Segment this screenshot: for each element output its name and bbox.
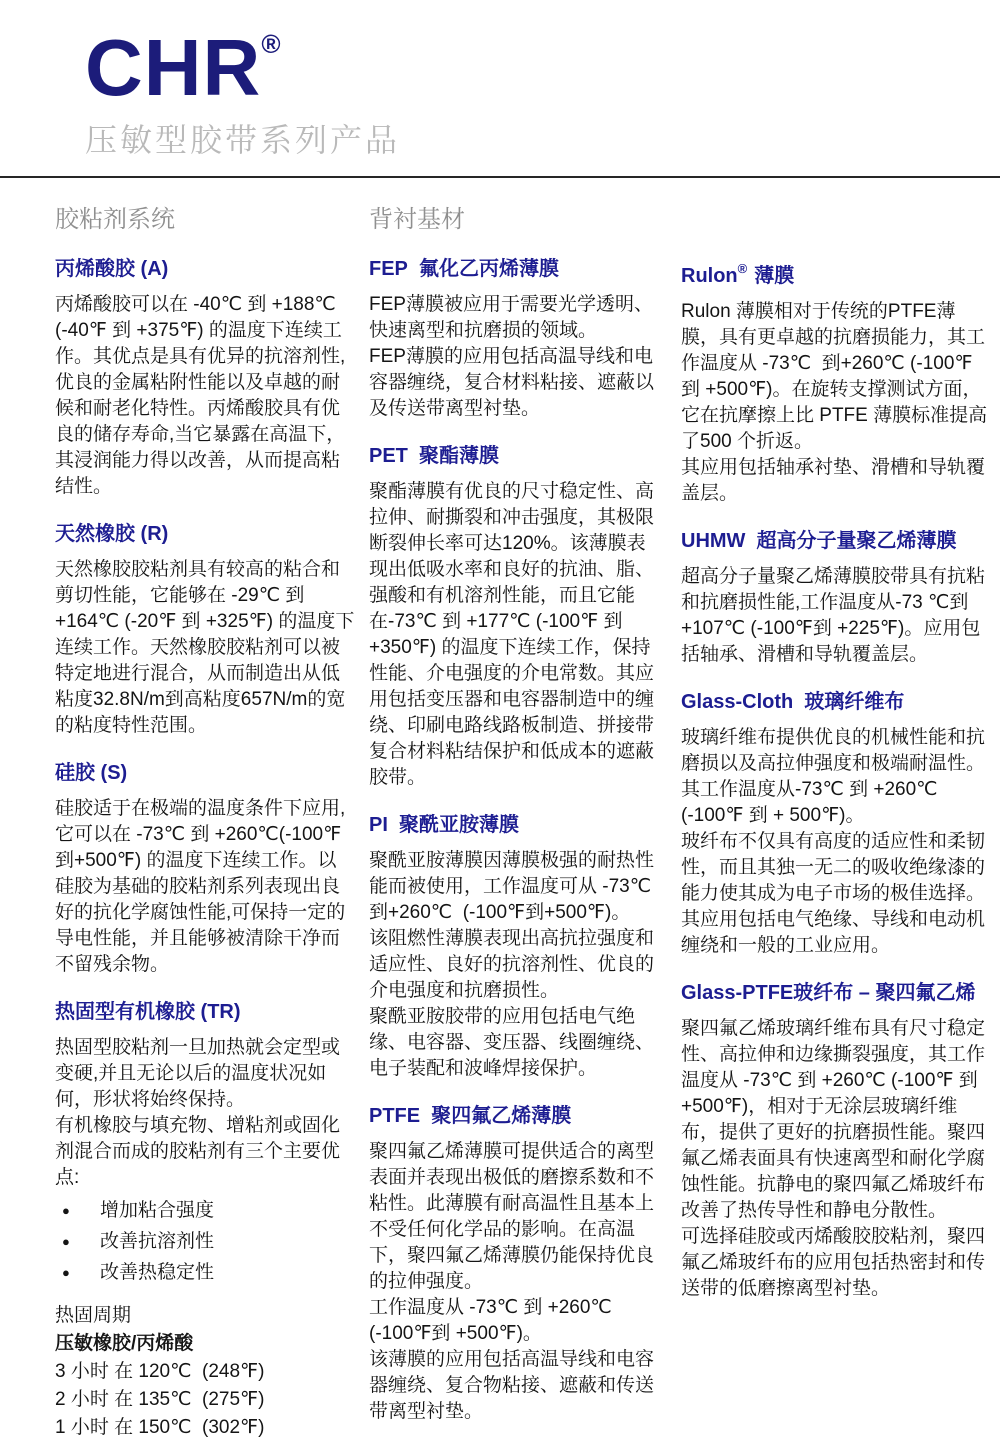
paragraph: 聚酯薄膜有优良的尺寸稳定性、高拉伸、耐撕裂和冲击强度，其极限断裂伸长率可达120%。该薄膜表现出低吸水率和良好的抗油、脂、强酸和有机溶剂性能，而且它能在-73℃ 到 +177℃ (-100℉ 到 +350℉) 的温度下连续工作，保持性能、介电强度的介电常数。其应用包括变压器和电容器制造中的缠绕、印刷电路线路板制造、拼接带复合材料粘结保护和低成本的遮蔽胶带。 bbox=[369, 481, 655, 788]
paragraph: 其应用包括电气绝缘、导线和电动机缠绕和一般的工业应用。 bbox=[681, 909, 986, 956]
section-acrylic bbox=[55, 255, 355, 500]
rulon-title-zh: 薄膜 bbox=[754, 265, 795, 287]
column-backing-substrates-2 bbox=[681, 205, 989, 1442]
section-title-pi: PI 聚酰亚胺薄膜 bbox=[369, 814, 520, 836]
paragraph: 天然橡胶胶粘剂具有较高的粘合和剪切性能，它能够在 -29℃ 到 +164℃ (-20℉ 到 +325℉) 的温度下连续工作。天然橡胶胶粘剂可以被特定地进行混合，从而制造出从低粘度32.8N/m到高粘度657N/m的宽的粘度特性范围。 bbox=[55, 559, 355, 736]
section-title-pet: PET 聚酯薄膜 bbox=[369, 445, 500, 467]
paragraph: 聚酰亚胺胶带的应用包括电气绝缘、电容器、变压器、线圈缠绕、电子装配和波峰焊接保护。 bbox=[369, 1006, 655, 1079]
paragraph: 超高分子量聚乙烯薄膜胶带具有抗粘和抗磨损性能,工作温度从-73 ℃到+107℃ (-100℉到 +225℉)。应用包括轴承、滑槽和导轨覆盖层。 bbox=[681, 566, 986, 665]
section-title-ptfe: PTFE 聚四氟乙烯薄膜 bbox=[369, 1105, 572, 1127]
paragraph: 玻璃纤维布提供优良的机械性能和抗磨损以及高拉伸强度和极端耐温性。 bbox=[681, 727, 986, 774]
paragraph: 有机橡胶与填充物、增粘剂或固化剂混合而成的胶粘剂有三个主要优点: bbox=[55, 1115, 341, 1188]
cure-schedule-label: 热固周期 bbox=[55, 1305, 132, 1326]
section-silicone bbox=[55, 759, 355, 978]
paragraph: 该阻燃性薄膜表现出高抗拉强度和适应性、良好的抗溶剂性、优良的介电强度和抗磨损性。 bbox=[369, 928, 655, 1001]
column-backing-substrates bbox=[369, 205, 663, 1442]
content-columns bbox=[0, 178, 1000, 1442]
section-glass-ptfe bbox=[681, 979, 989, 1302]
paragraph: Rulon 薄膜相对于传统的PTFE薄膜，具有更卓越的抗磨损能力，其工作温度从 -73℃ 到+260℃ (-100℉ 到 +500℉)。在旋转支撑测试方面，它在抗摩擦上比 PTFE 薄膜标准提高了500 个折返。 bbox=[681, 301, 988, 452]
paragraph: 玻纤布不仅具有高度的适应性和柔韧性，而且其独一无二的吸收绝缘漆的能力使其成为电子市场的极佳选择。 bbox=[681, 831, 986, 904]
cure-schedule-line: 1 小时 在 150℃ (302℉) bbox=[55, 1417, 265, 1438]
brand-logo bbox=[85, 23, 1000, 112]
cure-schedule bbox=[55, 1302, 355, 1442]
section-title-natural-rubber: 天然橡胶 (R) bbox=[55, 523, 169, 545]
paragraph: 其应用包括轴承衬垫、滑槽和导轨覆盖层。 bbox=[681, 457, 986, 504]
registered-mark-icon: ® bbox=[261, 29, 281, 59]
paragraph: 热固型胶粘剂一旦加热就会定型或变硬,并且无论以后的温度状况如何，形状将始终保持。 bbox=[55, 1037, 341, 1110]
bullet-item: ● 增加粘合强度 bbox=[55, 1195, 355, 1226]
section-title-glass-ptfe: Glass-PTFE玻纤布 – 聚四氟乙烯 bbox=[681, 982, 976, 1004]
paragraph: 该薄膜的应用包括高温导线和电容器缠绕、复合物粘接、遮蔽和传送带离型衬垫。 bbox=[369, 1349, 655, 1422]
paragraph: FEP薄膜被应用于需要光学透明、快速离型和抗磨损的领域。 bbox=[369, 294, 653, 341]
paragraph: 聚酰亚胺薄膜因薄膜极强的耐热性能而被使用，工作温度可从 -73℃到+260℃ (-100℉到+500℉)。 bbox=[369, 850, 655, 923]
section-uhmw bbox=[681, 527, 989, 668]
section-title-thermoset-rubber: 热固型有机橡胶 (TR) bbox=[55, 1001, 241, 1023]
section-pi bbox=[369, 811, 663, 1082]
section-title-glass-cloth: Glass-Cloth 玻璃纤维布 bbox=[681, 691, 905, 713]
paragraph: 可选择硅胶或丙烯酸胶胶粘剂，聚四氟乙烯玻纤布的应用包括热密封和传送带的低磨擦离型衬垫。 bbox=[681, 1226, 986, 1299]
section-thermoset-rubber bbox=[55, 998, 355, 1288]
brand-logo-text: CHR bbox=[85, 23, 262, 112]
paragraph: FEP薄膜的应用包括高温导线和电容器缠绕，复合材料粘接、遮蔽以及传送带离型衬垫。 bbox=[369, 346, 655, 419]
section-rulon bbox=[681, 255, 989, 507]
column-heading-adhesives: 胶粘剂系统 bbox=[55, 206, 175, 233]
cure-schedule-line: 2 小时 在 135℃ (275℉) bbox=[55, 1389, 265, 1410]
column-heading-backings: 背衬基材 bbox=[369, 206, 465, 233]
paragraph: 工作温度从 -73℃ 到 +260℃ (-100℉到 +500℉)。 bbox=[369, 1297, 612, 1344]
section-title-fep: FEP 氟化乙丙烯薄膜 bbox=[369, 258, 560, 280]
bullet-list bbox=[55, 1195, 355, 1288]
section-title-acrylic: 丙烯酸胶 (A) bbox=[55, 258, 169, 280]
cure-schedule-line: 3 小时 在 120℃ (248℉) bbox=[55, 1361, 265, 1382]
header bbox=[0, 0, 1000, 161]
registered-mark-icon: ® bbox=[737, 261, 748, 276]
page-subtitle: 压敏型胶带系列产品 bbox=[85, 122, 401, 158]
bullet-item: ● 改善抗溶剂性 bbox=[55, 1226, 355, 1257]
cure-schedule-sublabel: 压敏橡胶/丙烯酸 bbox=[55, 1333, 194, 1354]
rulon-title-en: Rulon bbox=[681, 265, 738, 287]
paragraph: 其工作温度从-73℃ 到 +260℃ (-100℉ 到 + 500℉)。 bbox=[681, 779, 938, 826]
section-title-uhmw: UHMW 超高分子量聚乙烯薄膜 bbox=[681, 530, 957, 552]
section-natural-rubber bbox=[55, 520, 355, 739]
section-glass-cloth bbox=[681, 688, 989, 959]
section-title-rulon bbox=[681, 255, 989, 290]
paragraph: 丙烯酸胶可以在 -40℃ 到 +188℃ (-40℉ 到 +375℉) 的温度下连续工作。其优点是具有优异的抗溶剂性,优良的金属粘附性能以及卓越的耐候和耐老化特性。丙烯酸胶具有优良的储存寿命,当它暴露在高温下，其浸润能力得以改善，从而提高粘结性。 bbox=[55, 294, 346, 497]
section-title-silicone: 硅胶 (S) bbox=[55, 762, 128, 784]
paragraph: 聚四氟乙烯玻璃纤维布具有尺寸稳定性、高拉伸和边缘撕裂强度，其工作温度从 -73℃ 到 +260℃ (-100℉ 到 +500℉)，相对于无涂层玻璃纤维布，提供了更好的抗磨损性能。聚四氟乙烯表面具有快速离型和耐化学腐蚀性能。抗静电的聚四氟乙烯玻纤布改善了热传导性和静电分散性。 bbox=[681, 1018, 986, 1221]
paragraph: 硅胶适于在极端的温度条件下应用,它可以在 -73℃ 到 +260℃(-100℉到+500℉) 的温度下连续工作。以硅胶为基础的胶粘剂系列表现出良好的抗化学腐蚀性能,可保持一定的导电性能，并且能够被清除干净而不留残余物。 bbox=[55, 798, 346, 975]
section-fep bbox=[369, 255, 663, 422]
section-pet bbox=[369, 442, 663, 791]
section-ptfe bbox=[369, 1102, 663, 1425]
paragraph: 聚四氟乙烯薄膜可提供适合的离型表面并表现出极低的磨擦系数和不粘性。此薄膜有耐高温性且基本上不受任何化学品的影响。在高温下，聚四氟乙烯薄膜仍能保持优良的拉伸强度。 bbox=[369, 1141, 655, 1292]
bullet-item: ● 改善热稳定性 bbox=[55, 1257, 355, 1288]
column-adhesive-systems bbox=[55, 205, 355, 1442]
